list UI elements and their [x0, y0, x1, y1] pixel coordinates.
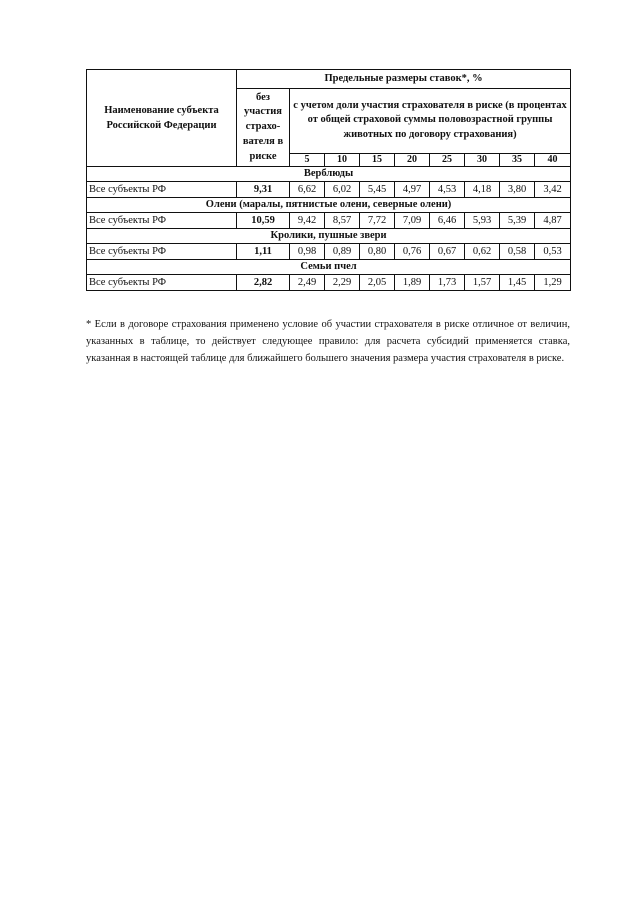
group-name: Семьи пчел: [87, 260, 571, 275]
rate-cell: 1,89: [395, 275, 430, 291]
rate-cell: 4,53: [430, 182, 465, 198]
group-header-row: [87, 167, 571, 182]
rate-cell: 1,45: [500, 275, 535, 291]
rate-cell: 1,73: [430, 275, 465, 291]
rate-cell: 5,39: [500, 213, 535, 229]
participation-level-header: 35: [500, 153, 535, 167]
table-row: [87, 244, 571, 260]
region-cell: Все субъекты РФ: [87, 182, 237, 198]
rates-table: [86, 69, 571, 291]
rate-cell: 0,76: [395, 244, 430, 260]
rate-cell: 2,29: [325, 275, 360, 291]
group-name: Кролики, пушные звери: [87, 229, 571, 244]
rate-cell: 3,42: [535, 182, 571, 198]
footnote: * Если в договоре страхования применено условие об участии страхователя в риске отличное от величин, указанных в таблице, то действует следующее правило: для расчета субсидий применяется ставка, указанная в настоящей таблице для ближайшего большего значения размера участия страхователя в риске.: [86, 319, 570, 364]
rate-cell: 0,53: [535, 244, 571, 260]
rate-cell: 1,57: [465, 275, 500, 291]
rate-cell: 9,42: [290, 213, 325, 229]
participation-level-header: 15: [360, 153, 395, 167]
base-rate-cell: 9,31: [237, 182, 290, 198]
region-cell: Все субъекты РФ: [87, 213, 237, 229]
rate-cell: 0,58: [500, 244, 535, 260]
rate-cell: 6,62: [290, 182, 325, 198]
base-rate-cell: 1,11: [237, 244, 290, 260]
rate-cell: 5,45: [360, 182, 395, 198]
rates-column-header: Предельные размеры ставок*, %: [237, 70, 571, 89]
rate-cell: 2,49: [290, 275, 325, 291]
participation-level-header: 40: [535, 153, 571, 167]
participation-level-header: 5: [290, 153, 325, 167]
rate-cell: 1,29: [535, 275, 571, 291]
rate-cell: 0,89: [325, 244, 360, 260]
group-name: Олени (маралы, пятнистые олени, северные олени): [87, 198, 571, 213]
table-row: [87, 182, 571, 198]
rate-cell: 8,57: [325, 213, 360, 229]
group-header-row: [87, 260, 571, 275]
rate-cell: 0,62: [465, 244, 500, 260]
participation-level-header: 30: [465, 153, 500, 167]
rate-cell: 3,80: [500, 182, 535, 198]
base-rate-cell: 2,82: [237, 275, 290, 291]
with-participation-header: с учетом доли участия страхователя в риске (в процентах от общей страховой суммы половозрастной группы животных по договору страхования): [290, 89, 571, 154]
table-row: [87, 213, 571, 229]
rate-cell: 2,05: [360, 275, 395, 291]
rate-cell: 7,72: [360, 213, 395, 229]
participation-level-header: 10: [325, 153, 360, 167]
region-cell: Все субъекты РФ: [87, 244, 237, 260]
participation-level-header: 20: [395, 153, 430, 167]
rate-cell: 7,09: [395, 213, 430, 229]
without-participation-header: без участия страхо-вателя в риске: [237, 89, 290, 167]
rate-cell: 0,67: [430, 244, 465, 260]
participation-level-header: 25: [430, 153, 465, 167]
rate-cell: 0,98: [290, 244, 325, 260]
rate-cell: 4,18: [465, 182, 500, 198]
group-header-row: [87, 229, 571, 244]
base-rate-cell: 10,59: [237, 213, 290, 229]
group-name: Верблюды: [87, 167, 571, 182]
group-header-row: [87, 198, 571, 213]
rate-cell: 4,87: [535, 213, 571, 229]
rate-cell: 5,93: [465, 213, 500, 229]
rate-cell: 6,46: [430, 213, 465, 229]
region-cell: Все субъекты РФ: [87, 275, 237, 291]
subject-column-header: Наименование субъекта Российской Федерации: [87, 70, 237, 167]
rate-cell: 6,02: [325, 182, 360, 198]
rate-cell: 4,97: [395, 182, 430, 198]
table-row: [87, 275, 571, 291]
rate-cell: 0,80: [360, 244, 395, 260]
